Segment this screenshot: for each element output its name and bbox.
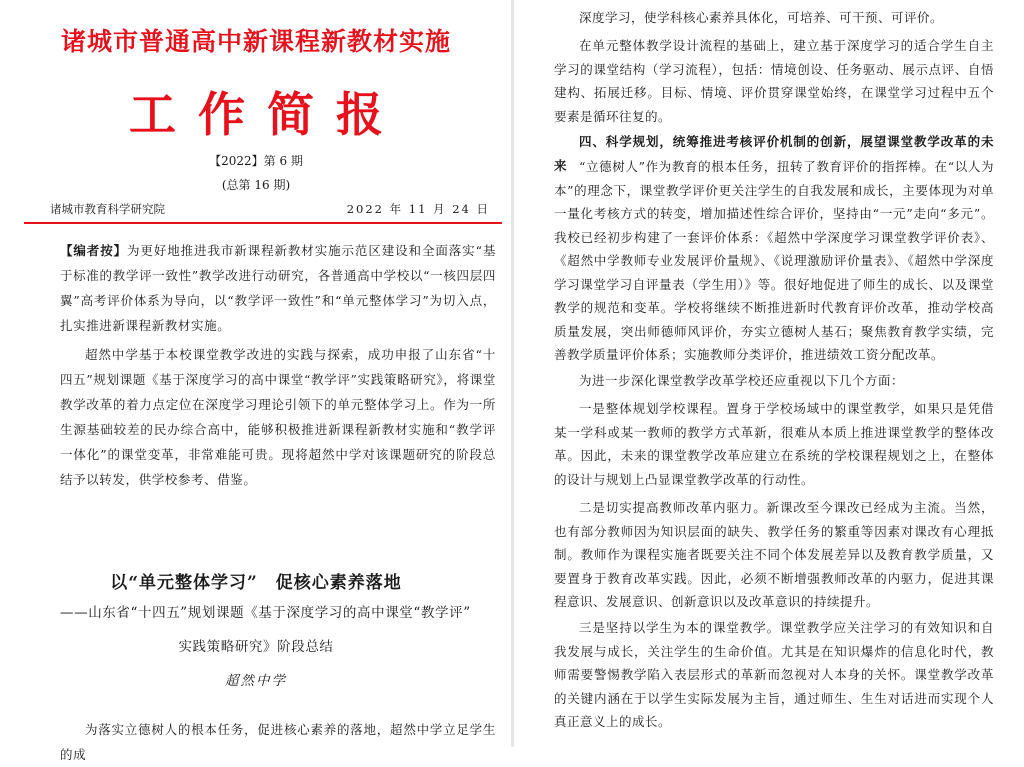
right-paragraph-6: 二是切实提高教师改革内驱力。新课改至今课改已经成为主流。当然，也有部分教师因为知识层面的缺失、教学任务的繁重等因素对课改有心理抵制。教师作为课程实施者既要关注不同个体发展差异以及教育教学质量，又要置身于教育改革实践。因此，必须不断增强教师改革的内驱力，促进其课程意识、发展意识、创新意识以及改革意识的持续提升。	[554, 500, 994, 609]
total-issue-number: (总第 16 期)	[221, 178, 291, 192]
right-paragraph-1: 深度学习，使学科核心素养具体化，可培养、可干预、可评价。	[579, 10, 944, 25]
intro-paragraph: 超然中学基于本校课堂教学改进的实践与探索，成功申报了山东省“十四五”规划课题《基于深度学习的高中课堂“教学评”实践策略研究》，将课堂教学改革的着力点定位在深度学习理论引领下的单元整体学习上。作为一所生源基础较差的民办综合高中，能够积极推进新课程新教材实施和“教学评一体化”的课堂变革，非常难能可贵。现将超然中学对该课题研究的阶段总结予以转发，供学校参考、借鉴。	[60, 347, 496, 487]
issue-number: 【2022】第 6 期	[209, 154, 303, 168]
right-paragraph-2: 在单元整体教学设计流程的基础上，建立基于深度学习的适合学生自主学习的课堂结构（学习流程），包括：情境创设、任务驱动、展示点评、自悟建构、拓展迁移。目标、情境、评价贯穿课堂始终，在课堂学习过程中五个要素是循环往复的。	[554, 38, 994, 124]
editor-note-text: 为更好地推进我市新课程新教材实施示范区建设和全面落实“基于标准的教学评一致性”教学改进行动研究，各普通高中学校以“一核四层四翼”高考评价体系为导向，以“教学评一致性”和“单元整体学习”为切入点，扎实推进新课程新教材实施。	[60, 243, 496, 333]
right-paragraph-5: 一是整体规划学校课程。置身于学校场域中的课堂教学，如果只是凭借某一学科或某一教师的教学方式革新，很难从本质上推进课堂教学的整体改革。因此，未来的课堂教学改革应建立在系统的学校课程规划之上，在整体的设计与规划上凸显课堂教学改革的行动性。	[554, 401, 994, 487]
right-paragraph-4: 为进一步深化课堂教学改革学校还应重视以下几个方面：	[579, 373, 905, 388]
article-subtitle-line-1: ——山东省“十四五”规划课题《基于深度学习的高中课堂“教学评”	[60, 605, 471, 621]
masthead-divider	[24, 222, 502, 224]
article-title: 以“单元整体学习” 促核心素养落地	[110, 573, 402, 593]
issuer: 诸城市教育科学研究院	[50, 202, 165, 216]
article-subtitle-line-2: 实践策略研究》阶段总结	[178, 639, 334, 655]
section-heading-4: 四、科学规划，统筹推进考核评价机制的创新，展望课堂教学改革的未来	[554, 134, 994, 173]
masthead-org-title: 诸城市普通高中新课程新教材实施	[60, 27, 451, 56]
article-author: 超然中学	[225, 673, 287, 689]
left-page	[0, 0, 512, 762]
right-paragraph-3: “立德树人”作为教育的根本任务，扭转了教育评价的指挥棒。在“以人为本”的理念下，课堂教学评价更关注学生的自我发展和成长，主要体现为对单一量化考核方式的转变，增加描述性综合评价，坚持由“一元”走向“多元”。我校已经初步构建了一套评价体系：《超然中学深度学习课堂教学评价表》、《超然中学教师专业发展评价量规》、《说理激励评价量表》、《超然中学深度学习课堂学习自评量表（学生用）》等。很好地促进了师生的成长、以及课堂教学的规范和变革。学校将继续不断推进新时代教育评价改革，推动学校高质量发展，突出师德师风评价，夯实立德树人基石；聚焦教育教学实绩，完善教学质量评价体系；实施教师分类评价，推进绩效工资分配改革。	[554, 159, 994, 362]
editor-note-label: 【编者按】	[60, 243, 128, 258]
right-paragraph-7: 三是坚持以学生为本的课堂教学。课堂教学应关注学习的有效知识和自我发展与成长，关注学生的生命价值。尤其是在知识爆炸的信息化时代，教师需要警惕教学陷入表层形式的革新而忽视对人本身的关怀。课堂教学改革的关键内涵在于以学生实际发展为主旨，通过师生、生生对话进而实现个人真正意义上的成长。	[554, 620, 994, 729]
masthead-brief-title: 工作简报	[129, 88, 405, 143]
issue-date: 2022 年 11 月 24 日	[346, 202, 490, 216]
editor-note	[60, 238, 496, 338]
article-first-paragraph: 为落实立德树人的根本任务，促进核心素养的落地，超然中学立足学生的成	[60, 722, 496, 762]
